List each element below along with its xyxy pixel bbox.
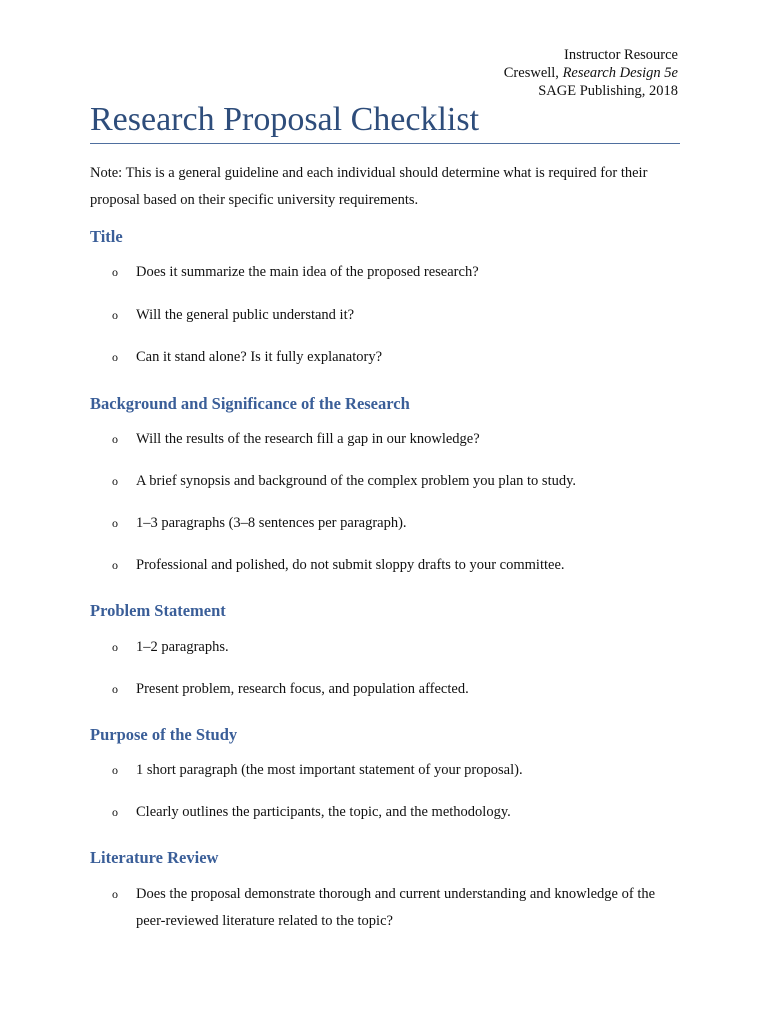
checklist-item-text: Clearly outlines the participants, the topic, and the methodology.: [136, 804, 511, 820]
bullet-circle-icon: o: [112, 432, 118, 446]
checklist-item: [112, 676, 682, 703]
page-title: Research Proposal Checklist: [90, 101, 480, 138]
checklist-item-text: Does it summarize the main idea of the proposed research?: [136, 264, 479, 280]
checklist-item-text: Does the proposal demonstrate thorough and current understanding and knowledge of the peer-reviewed literature related to the topic?: [136, 886, 656, 929]
checklist-item: [112, 344, 682, 371]
document-header: [504, 46, 678, 100]
citation-book-title: Research Design 5e: [562, 65, 678, 81]
citation-author: Creswell,: [503, 65, 563, 81]
checklist-item-text: Professional and polished, do not submit sloppy drafts to your committee.: [136, 557, 565, 573]
section-heading-title: Title: [90, 227, 123, 246]
checklist-item: [112, 757, 682, 784]
checklist-item: [112, 799, 682, 826]
checklist-item: [112, 510, 682, 537]
checklist-item: [112, 468, 682, 495]
bullet-circle-icon: o: [112, 308, 118, 322]
bullet-circle-icon: o: [112, 265, 118, 279]
bullet-circle-icon: o: [112, 682, 118, 696]
title-underline-divider: [90, 143, 680, 144]
checklist-item-text: 1 short paragraph (the most important statement of your proposal).: [136, 762, 523, 778]
bullet-circle-icon: o: [112, 558, 118, 572]
checklist-item-text: Will the general public understand it?: [136, 307, 355, 323]
header-line-citation: [504, 64, 678, 82]
bullet-circle-icon: o: [112, 640, 118, 654]
section-heading-purpose: Purpose of the Study: [90, 725, 238, 744]
bullet-circle-icon: o: [112, 763, 118, 777]
guideline-note: Note: This is a general guideline and each individual should determine what is required for their proposal based on their specific university requirements.: [90, 165, 648, 208]
checklist-item: [112, 259, 682, 286]
section-heading-literature-review: Literature Review: [90, 848, 219, 867]
checklist-item: [112, 426, 682, 453]
checklist-item: [112, 881, 682, 935]
checklist-item-text: Present problem, research focus, and population affected.: [136, 681, 469, 697]
checklist-item-text: Will the results of the research fill a gap in our knowledge?: [136, 431, 480, 447]
checklist-item-text: A brief synopsis and background of the complex problem you plan to study.: [136, 473, 577, 489]
section-heading-problem-statement: Problem Statement: [90, 601, 226, 620]
bullet-circle-icon: o: [112, 474, 118, 488]
checklist-item: [112, 302, 682, 329]
checklist-item-text: 1–3 paragraphs (3–8 sentences per paragraph).: [136, 515, 407, 531]
bullet-circle-icon: o: [112, 887, 118, 901]
bullet-circle-icon: o: [112, 805, 118, 819]
section-heading-background: Background and Significance of the Research: [90, 394, 410, 413]
checklist-item: [112, 634, 682, 661]
checklist-item: [112, 552, 682, 579]
header-line-resource: Instructor Resource: [564, 47, 678, 63]
bullet-circle-icon: o: [112, 516, 118, 530]
bullet-circle-icon: o: [112, 350, 118, 364]
header-line-publisher: SAGE Publishing, 2018: [538, 83, 678, 99]
checklist-item-text: Can it stand alone? Is it fully explanatory?: [136, 349, 383, 365]
checklist-item-text: 1–2 paragraphs.: [136, 639, 229, 655]
